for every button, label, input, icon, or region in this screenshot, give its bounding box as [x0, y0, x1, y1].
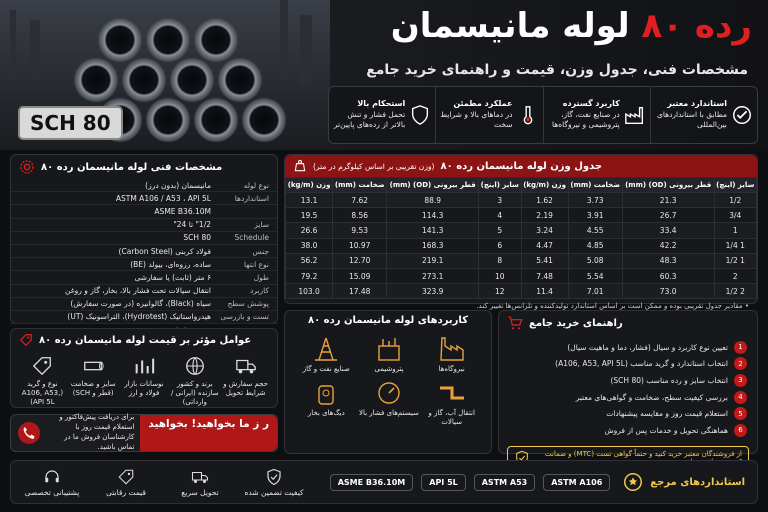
factor-label: نوع و گرید (A106, A53, API 5L): [21, 380, 64, 407]
table-cell: 88.9: [387, 193, 479, 208]
spec-row: [11, 298, 277, 311]
standard-chip: API 5L: [421, 474, 465, 491]
table-row: [286, 208, 757, 223]
table-cell: 10: [479, 268, 521, 283]
application-label: صنایع نفت و گاز: [302, 365, 350, 373]
spec-value: ۶ متر (ثابت) یا سفارشی: [134, 272, 211, 282]
table-cell: 1.62: [521, 193, 568, 208]
spec-row: [11, 219, 277, 232]
table-cell: 141.3: [387, 223, 479, 238]
bottom-feature: [167, 468, 233, 497]
table-header-cell: وزن (kg/m): [521, 178, 568, 193]
guide-step: [509, 356, 747, 373]
spec-key: [211, 207, 269, 216]
check-badge-icon: [731, 104, 753, 126]
bottom-feature: [19, 468, 85, 497]
applications-list: [285, 330, 491, 433]
spec-key: طول: [253, 272, 269, 282]
table-cell: 2.19: [521, 208, 568, 223]
table-cell: 2 1/2: [714, 284, 756, 299]
applications-title: کاربردهای لوله مانیسمان رده ۸۰: [307, 315, 469, 326]
guide-step: [509, 422, 747, 439]
power-plant-icon: [437, 336, 467, 362]
table-cell: 26.6: [286, 223, 333, 238]
table-cell: 5.54: [568, 268, 622, 283]
factors-list: [11, 351, 277, 411]
spec-row: [11, 271, 277, 284]
table-row: [286, 284, 757, 299]
table-cell: 79.2: [286, 268, 333, 283]
factor-item: [68, 355, 119, 407]
guide-title: راهنمای خرید جامع: [529, 317, 623, 329]
guide-tip-text: از فروشندگان معتبر خرید کنید و حتماً گواهی تست (MTC) و ضمانت: [545, 449, 742, 458]
table-cell: 7.62: [333, 193, 387, 208]
standard-chip: ASME B36.10M: [330, 474, 414, 491]
spec-value: ASME B36.10M: [154, 206, 211, 216]
factor-label: حجم سفارش و شرایط تحویل: [223, 380, 268, 398]
factors-title: عوامل مؤثر بر قیمت لوله مانیسمان رده ۸۰: [39, 334, 252, 346]
step-text: هماهنگی تحویل و خدمات پس از فروش: [604, 425, 728, 435]
table-cell: 17.48: [333, 284, 387, 299]
factor-label: نوسانات بازار فولاد و ارز: [124, 380, 164, 398]
table-cell: 7.01: [568, 284, 622, 299]
table-cell: 1: [714, 223, 756, 238]
feature-title: عملکرد مطمئن: [453, 99, 513, 109]
petrochemical-icon: [374, 336, 404, 362]
table-row: [286, 238, 757, 253]
shield-check-icon: [265, 468, 283, 486]
guide-step: [509, 339, 747, 356]
spec-row: [11, 179, 277, 192]
table-cell: 8: [479, 253, 521, 268]
table-cell: 42.2: [622, 238, 714, 253]
spec-value: هیدرواستاتیک (Hydrotest)، التراسونیک (UT): [67, 312, 211, 322]
table-row: [286, 253, 757, 268]
application-item: [295, 380, 358, 427]
spec-value: فولاد کربنی (Carbon Steel): [118, 246, 211, 256]
application-item: [358, 336, 421, 374]
table-cell: 13.1: [286, 193, 333, 208]
table-header-cell: ضخامت (mm): [568, 178, 622, 193]
application-label: انتقال آب، گاز و سیالات: [428, 409, 475, 427]
step-number: 6: [734, 424, 747, 437]
specs-title: مشخصات فنی لوله مانیسمان رده ۸۰: [41, 161, 223, 173]
cart-icon: [507, 315, 523, 331]
feature-text: در دماهای بالا و شرایط سخت: [440, 110, 513, 130]
feature-title: استاندارد معتبر: [667, 99, 727, 109]
table-cell: 273.1: [387, 268, 479, 283]
price-factors-panel: [10, 328, 278, 408]
oil-rig-icon: [311, 336, 341, 362]
feature-text: در صنایع نفت، گاز، پتروشیمی و نیروگاه‌ها: [551, 110, 620, 130]
bottom-feature-label: کیفیت تضمین شده: [244, 487, 304, 497]
specs-panel: [10, 154, 278, 324]
spec-key: کاربرد: [249, 286, 269, 296]
table-header-cell: سایز (اینچ): [714, 178, 756, 193]
table-cell: 19.5: [286, 208, 333, 223]
shield-icon: [409, 104, 431, 126]
table-cell: 8.56: [333, 208, 387, 223]
page-subtitle: مشخصات فنی، جدول وزن، قیمت و راهنمای خرید جامع: [366, 62, 748, 78]
weight-table: [285, 177, 757, 299]
table-header-cell: ضخامت (mm): [333, 178, 387, 193]
table-cell: 48.3: [622, 253, 714, 268]
medal-icon: [622, 471, 644, 493]
factory-icon: [624, 104, 646, 126]
chart-icon: [133, 355, 155, 377]
bottom-feature-label: قیمت رقابتی: [105, 487, 147, 497]
table-cell: 73.0: [622, 284, 714, 299]
table-cell: 3.24: [521, 223, 568, 238]
pipeline-icon: [437, 380, 467, 406]
guide-step: [509, 405, 747, 422]
step-text: تعیین نوع کاربرد و سیال (فشار، دما و ماهیت سیال): [567, 342, 728, 352]
application-item: [420, 336, 483, 374]
table-cell: 114.3: [387, 208, 479, 223]
standard-chip: ASTM A53: [474, 474, 535, 491]
factor-label: سایز و ضخامت (قطر و SCH): [70, 380, 116, 398]
weight-table-note: (وزن تقریبی بر اساس کیلوگرم در متر): [313, 161, 435, 171]
buying-guide-panel: [498, 310, 758, 458]
spec-row: [11, 245, 277, 258]
spec-value: مانیسمان (بدون درز): [145, 180, 211, 190]
spec-row: [11, 285, 277, 298]
bottom-feature: [241, 468, 307, 497]
headset-icon: [43, 468, 61, 486]
spec-key: نوع انتها: [244, 259, 269, 269]
table-cell: 60.3: [622, 268, 714, 283]
step-number: 2: [734, 357, 747, 370]
tag-icon: [31, 355, 53, 377]
specs-header: [11, 155, 277, 179]
reference-standards: [618, 471, 749, 493]
hero-banner: [0, 0, 768, 150]
step-number: 5: [734, 407, 747, 420]
table-cell: 168.3: [387, 238, 479, 253]
table-header-cell: قطر بیرونی (OD) (mm): [622, 178, 714, 193]
cta-text: برای دریافت پیش‌فاکتور و استعلام قیمت روز با کارشناسان فروش ما در تماس باشید.: [59, 413, 135, 451]
table-cell: 219.1: [387, 253, 479, 268]
step-text: انتخاب استاندارد و گرید مناسب (A106, A53, API 5L): [555, 359, 728, 369]
scale-icon: [293, 159, 307, 173]
table-cell: 5: [479, 223, 521, 238]
table-cell: 1 1/4: [714, 238, 756, 253]
sch-80-badge: SCH 80: [18, 106, 123, 140]
table-cell: 3: [479, 193, 521, 208]
table-header-cell: وزن (kg/m): [286, 178, 333, 193]
spec-row: [11, 192, 277, 205]
table-cell: 11.4: [521, 284, 568, 299]
guide-step: [509, 372, 747, 389]
weight-table-body: [286, 193, 757, 299]
factor-item: [169, 355, 220, 407]
spec-value: ساده، رزوه‌ای، بیولد (BE): [130, 259, 211, 269]
title-accent: رده ۸۰: [641, 6, 752, 46]
feature-title: استحکام بالا: [357, 99, 406, 109]
feature-title: کاربرد گسترده: [562, 99, 620, 109]
factor-label: برند و کشور سازنده (ایرانی / وارداتی): [170, 380, 219, 407]
table-cell: 103.0: [286, 284, 333, 299]
factor-item: [119, 355, 170, 407]
spec-value: سیاه (Black)، گالوانیزه (در صورت سفارش): [70, 299, 211, 309]
standard-chip: ASTM A106: [543, 474, 610, 491]
table-cell: 6: [479, 238, 521, 253]
phone-icon[interactable]: [17, 421, 41, 445]
table-row: [286, 193, 757, 208]
table-cell: 4.85: [568, 238, 622, 253]
price-tag-icon: [19, 333, 33, 347]
table-row: [286, 268, 757, 283]
feature-reliable: [435, 87, 542, 143]
spec-value: 1/2" تا 24": [173, 220, 211, 230]
truck-icon: [191, 468, 209, 486]
table-cell: 33.4: [622, 223, 714, 238]
table-cell: 15.09: [333, 268, 387, 283]
table-cell: 38.0: [286, 238, 333, 253]
applications-panel: [284, 310, 492, 454]
table-cell: 3.91: [568, 208, 622, 223]
table-cell: 26.7: [622, 208, 714, 223]
gauge-icon: [374, 380, 404, 406]
spec-row: [11, 311, 277, 324]
spec-key: پوشش سطح: [227, 299, 269, 309]
specs-list: [11, 179, 277, 337]
spec-row: [11, 232, 277, 245]
table-cell: 9.53: [333, 223, 387, 238]
application-item: [420, 380, 483, 427]
spec-value: SCH 80: [183, 233, 211, 243]
truck-icon: [235, 355, 257, 377]
table-cell: 3/4: [714, 208, 756, 223]
spec-key: استانداردها: [234, 193, 269, 203]
application-label: پتروشیمی: [374, 365, 404, 373]
spec-key: سایز: [254, 220, 269, 230]
application-label: سیستم‌های فشار بالا: [359, 409, 419, 418]
step-text: بررسی کیفیت سطح، ضخامت و گواهی‌های معتبر: [575, 392, 728, 402]
weight-table-head: [286, 178, 757, 193]
feature-text: مطابق با استانداردهای بین‌المللی: [656, 110, 727, 130]
table-cell: 4: [479, 208, 521, 223]
table-cell: 1/2: [714, 193, 756, 208]
table-cell: 2: [714, 268, 756, 283]
guide-steps: [499, 335, 757, 443]
contact-cta[interactable]: [10, 414, 278, 452]
step-text: استعلام قیمت روز و مقایسه پیشنهادات: [606, 409, 728, 419]
application-item: [295, 336, 358, 374]
applications-header: [285, 311, 491, 330]
weight-table-footnote: • مقادیر جدول تقریبی بوده و ممکن است بر اساس استاندارد تولیدکننده و تلرانس‌ها تغییر کند.: [476, 302, 749, 311]
spec-key: تست و بازرسی: [220, 312, 269, 322]
table-cell: 12.70: [333, 253, 387, 268]
bottom-bar: [10, 460, 758, 504]
step-number: 4: [734, 391, 747, 404]
weight-table-title: جدول وزن لوله مانیسمان رده ۸۰: [440, 160, 603, 172]
page-title: [391, 6, 752, 46]
application-item: [358, 380, 421, 427]
step-number: 3: [734, 374, 747, 387]
boiler-icon: [311, 380, 341, 406]
table-cell: 1 1/2: [714, 253, 756, 268]
table-cell: 4.55: [568, 223, 622, 238]
step-number: 1: [734, 341, 747, 354]
spec-row: [11, 258, 277, 271]
table-cell: 56.2: [286, 253, 333, 268]
thermometer-icon: [517, 104, 539, 126]
guide-header: [499, 311, 757, 335]
table-cell: 12: [479, 284, 521, 299]
spec-key: Schedule: [234, 233, 269, 243]
factor-item: [17, 355, 68, 407]
bottom-feature-label: تحویل سریع: [181, 487, 219, 497]
bottom-feature: [93, 468, 159, 497]
reference-title: استانداردهای مرجع: [650, 476, 745, 488]
tag-icon: [117, 468, 135, 486]
weight-table-header: [285, 155, 757, 177]
spec-value: انتقال سیالات تحت فشار بالا، بخار، گاز و روغن: [65, 286, 211, 296]
application-label: نیروگاه‌ها: [438, 365, 465, 373]
table-cell: 7.48: [521, 268, 568, 283]
table-cell: 10.97: [333, 238, 387, 253]
title-main: لوله مانیسمان: [390, 6, 630, 46]
table-cell: 4.47: [521, 238, 568, 253]
spec-key: نوع لوله: [243, 180, 269, 190]
feature-usage: [543, 87, 650, 143]
bottom-feature-label: پشتیبانی تخصصی: [24, 487, 80, 497]
table-cell: 5.41: [521, 253, 568, 268]
globe-icon: [184, 355, 206, 377]
table-cell: 21.3: [622, 193, 714, 208]
table-header-cell: سایز (اینچ): [479, 178, 521, 193]
table-cell: 323.9: [387, 284, 479, 299]
step-text: انتخاب سایز و رده مناسب (SCH 80): [610, 375, 728, 385]
spec-value: ASTM A106 / A53 ، API 5L: [115, 193, 211, 203]
table-row: [286, 223, 757, 238]
feature-strength: [329, 87, 435, 143]
pipe-icon: [82, 355, 104, 377]
spec-row: [11, 205, 277, 218]
weight-table-panel: [284, 154, 758, 311]
factor-item: [220, 355, 271, 407]
table-cell: 5.08: [568, 253, 622, 268]
guide-step: [509, 389, 747, 406]
factors-header: [11, 329, 277, 351]
table-cell: 3.73: [568, 193, 622, 208]
gear-icon: [19, 159, 35, 175]
table-header-cell: قطر بیرونی (OD) (mm): [387, 178, 479, 193]
application-label: دیگ‌های بخار: [307, 409, 345, 418]
features-bar: [328, 86, 758, 144]
feature-text: تحمل فشار و تنش بالاتر از رده‌های پایین‌تر: [333, 110, 406, 130]
cta-heading[interactable]: ر ز ما بخواهید! بخواهید: [140, 415, 277, 451]
spec-key: جنس: [252, 246, 269, 256]
feature-standard: [650, 87, 757, 143]
